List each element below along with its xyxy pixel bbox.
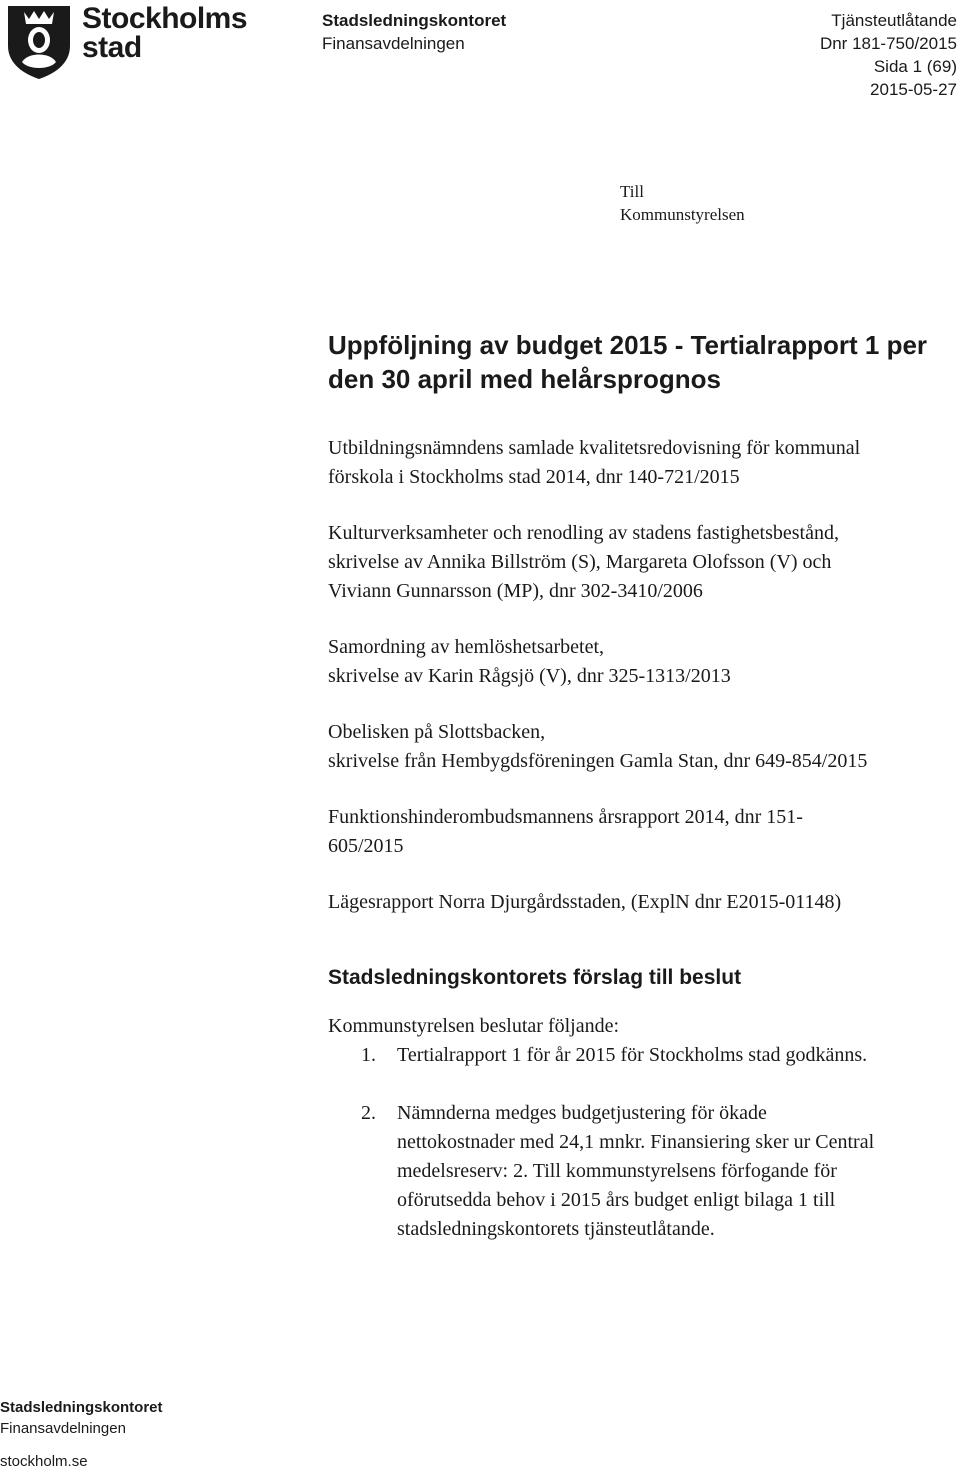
header-dnr: Dnr 181-750/2015	[819, 34, 957, 53]
recipient-block	[620, 180, 745, 226]
header-doc-type: Tjänsteutlåtande	[831, 11, 957, 30]
footer-sender	[0, 1397, 163, 1439]
item-disability-report	[328, 803, 956, 861]
stockholm-logo	[4, 2, 248, 82]
decision-number: 1.	[361, 1044, 376, 1066]
item-line: Kulturverksamheter och renodling av stadens fastighetsbestånd,	[328, 522, 839, 544]
document-title	[328, 328, 956, 396]
decision-item	[328, 1041, 956, 1070]
decision-line: oförutsedda behov i 2015 års budget enligt bilaga 1 till	[397, 1189, 836, 1211]
decision-line: medelsreserv: 2. Till kommunstyrelsens förfogande för	[397, 1160, 837, 1182]
item-quality-report	[328, 434, 956, 492]
item-line: 605/2015	[328, 835, 404, 857]
decision-line: stadsledningskontorets tjänsteutlåtande.	[397, 1218, 715, 1240]
header-date: 2015-05-27	[870, 80, 957, 99]
item-line: skrivelse av Karin Rågsjö (V), dnr 325-1313/2013	[328, 665, 731, 687]
recipient-to: Till	[620, 182, 644, 201]
footer-dept: Finansavdelningen	[0, 1420, 126, 1437]
proposal-intro: Kommunstyrelsen beslutar följande:	[328, 1015, 620, 1037]
document-body	[328, 328, 956, 1244]
title-line1: Uppföljning av budget 2015 - Tertialrapport 1 per	[328, 330, 928, 360]
header-sender	[322, 9, 506, 55]
logo-text-line1: Stockholms	[82, 2, 248, 35]
proposal-heading: Stadsledningskontorets förslag till beslut	[328, 966, 742, 989]
header-meta	[820, 9, 957, 101]
item-line: Obelisken på Slottsbacken,	[328, 721, 546, 743]
item-norra-djurgardsstaden	[328, 888, 956, 917]
item-line: Lägesrapport Norra Djurgårdsstaden, (ExplN dnr E2015-01148)	[328, 891, 842, 913]
decision-item	[328, 1099, 956, 1244]
header-org: Stadsledningskontoret	[322, 11, 507, 30]
decision-list	[328, 1041, 956, 1244]
decision-number: 2.	[361, 1102, 376, 1124]
header-dept: Finansavdelningen	[322, 34, 465, 53]
decision-line: Tertialrapport 1 för år 2015 för Stockholms stad godkänns.	[397, 1044, 868, 1066]
item-homelessness	[328, 633, 956, 691]
footer-org: Stadsledningskontoret	[0, 1399, 163, 1416]
item-line: Viviann Gunnarsson (MP), dnr 302-3410/2006	[328, 580, 703, 602]
item-line: Funktionshinderombudsmannens årsrapport 2014, dnr 151-	[328, 806, 803, 828]
item-line: skrivelse av Annika Billström (S), Margareta Olofsson (V) och	[328, 551, 832, 573]
decision-line: nettokostnader med 24,1 mnkr. Finansiering sker ur Central	[397, 1131, 875, 1153]
header-page: Sida 1 (69)	[873, 57, 957, 76]
title-line2: den 30 april med helårsprognos	[328, 364, 721, 394]
item-culture	[328, 519, 956, 606]
item-line: Samordning av hemlöshetsarbetet,	[328, 636, 605, 658]
crest-icon	[4, 2, 74, 80]
item-line: skrivelse från Hembygdsföreningen Gamla Stan, dnr 649-854/2015	[328, 750, 868, 772]
footer-website-link[interactable]: stockholm.se	[0, 1453, 88, 1470]
logo-text-line2: stad	[82, 31, 142, 64]
item-line: Utbildningsnämndens samlade kvalitetsredovisning för kommunal	[328, 437, 861, 459]
item-obelisk	[328, 718, 956, 776]
item-line: förskola i Stockholms stad 2014, dnr 140-721/2015	[328, 466, 740, 488]
recipient-name: Kommunstyrelsen	[620, 205, 745, 224]
decision-line: Nämnderna medges budgetjustering för ökade	[397, 1102, 767, 1124]
